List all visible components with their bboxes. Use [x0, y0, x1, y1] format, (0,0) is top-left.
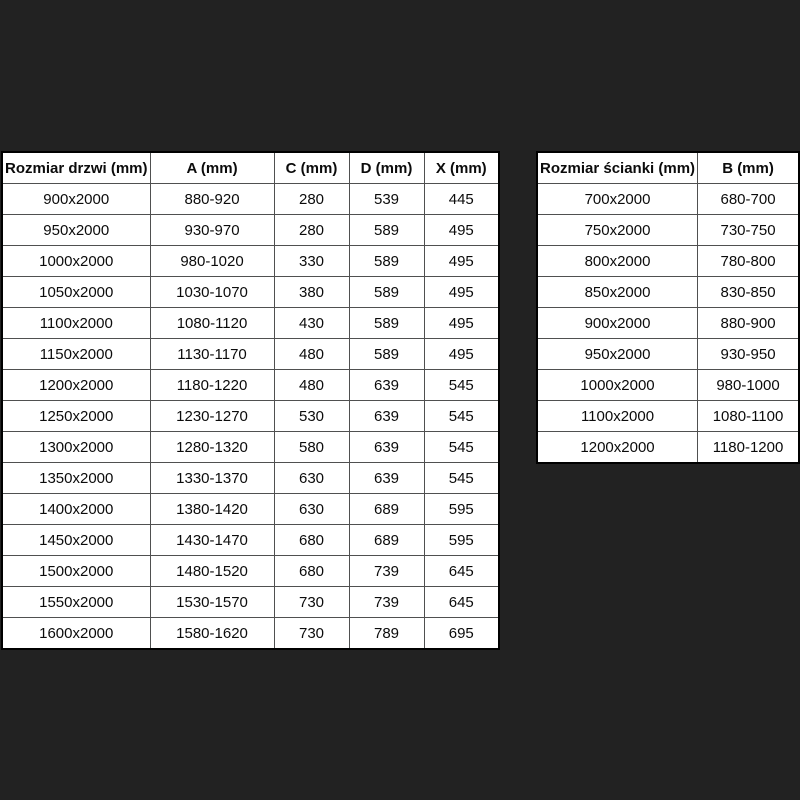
table-cell: 595: [424, 525, 499, 556]
table-cell: 1330-1370: [150, 463, 274, 494]
table-cell: 950x2000: [2, 215, 150, 246]
table-cell: 1030-1070: [150, 277, 274, 308]
door-size-table: [1, 151, 500, 650]
table-cell: 589: [349, 308, 424, 339]
table-row: [2, 277, 499, 308]
table-cell: 545: [424, 463, 499, 494]
table-cell: 950x2000: [537, 339, 698, 370]
table-cell: 1550x2000: [2, 587, 150, 618]
table-cell: 850x2000: [537, 277, 698, 308]
table-row: [2, 556, 499, 587]
table-row: [2, 308, 499, 339]
table-cell: 630: [274, 494, 349, 525]
table-cell: 1000x2000: [2, 246, 150, 277]
table-cell: 530: [274, 401, 349, 432]
table-cell: 480: [274, 370, 349, 401]
table-cell: 1050x2000: [2, 277, 150, 308]
table-row: [2, 463, 499, 494]
table-cell: 1100x2000: [2, 308, 150, 339]
table-cell: 1230-1270: [150, 401, 274, 432]
table-row: [2, 370, 499, 401]
table-cell: 1000x2000: [537, 370, 698, 401]
table-cell: 639: [349, 370, 424, 401]
table-row: [2, 525, 499, 556]
table-cell: 589: [349, 277, 424, 308]
table-cell: 1080-1120: [150, 308, 274, 339]
table-cell: 1180-1220: [150, 370, 274, 401]
table-cell: 689: [349, 525, 424, 556]
table-cell: 580: [274, 432, 349, 463]
table-cell: 1580-1620: [150, 618, 274, 650]
header-cell: B (mm): [698, 152, 799, 184]
table-cell: 1350x2000: [2, 463, 150, 494]
table-row: [537, 401, 799, 432]
table-cell: 639: [349, 432, 424, 463]
header-cell: X (mm): [424, 152, 499, 184]
table-cell: 789: [349, 618, 424, 650]
table-cell: 680: [274, 556, 349, 587]
header-cell: A (mm): [150, 152, 274, 184]
table-row: [537, 370, 799, 401]
table-row: [537, 308, 799, 339]
table-cell: 900x2000: [2, 184, 150, 215]
table-cell: 1400x2000: [2, 494, 150, 525]
table-cell: 689: [349, 494, 424, 525]
table-row: [537, 277, 799, 308]
table-row: [2, 215, 499, 246]
table-row: [2, 432, 499, 463]
table-cell: 1130-1170: [150, 339, 274, 370]
header-row: [2, 152, 499, 184]
table-cell: 980-1000: [698, 370, 799, 401]
table-cell: 880-920: [150, 184, 274, 215]
table-row: [2, 494, 499, 525]
table-row: [537, 184, 799, 215]
table-cell: 645: [424, 587, 499, 618]
table-cell: 980-1020: [150, 246, 274, 277]
table-cell: 639: [349, 401, 424, 432]
table-cell: 730: [274, 618, 349, 650]
table-cell: 800x2000: [537, 246, 698, 277]
table-cell: 645: [424, 556, 499, 587]
table-cell: 680-700: [698, 184, 799, 215]
table-cell: 639: [349, 463, 424, 494]
table-cell: 1280-1320: [150, 432, 274, 463]
table-cell: 1150x2000: [2, 339, 150, 370]
table-cell: 589: [349, 215, 424, 246]
table-cell: 380: [274, 277, 349, 308]
table-cell: 695: [424, 618, 499, 650]
table-cell: 750x2000: [537, 215, 698, 246]
header-cell: C (mm): [274, 152, 349, 184]
table-cell: 595: [424, 494, 499, 525]
table-cell: 545: [424, 401, 499, 432]
table-row: [2, 587, 499, 618]
table-cell: 539: [349, 184, 424, 215]
table-cell: 495: [424, 215, 499, 246]
table-row: [2, 339, 499, 370]
table-cell: 780-800: [698, 246, 799, 277]
table-cell: 1380-1420: [150, 494, 274, 525]
table-row: [2, 246, 499, 277]
table-cell: 830-850: [698, 277, 799, 308]
table-cell: 730-750: [698, 215, 799, 246]
table-cell: 1180-1200: [698, 432, 799, 464]
header-row: [537, 152, 799, 184]
table-cell: 330: [274, 246, 349, 277]
table-cell: 589: [349, 246, 424, 277]
table-cell: 1430-1470: [150, 525, 274, 556]
table-cell: 1600x2000: [2, 618, 150, 650]
header-cell: Rozmiar ścianki (mm): [537, 152, 698, 184]
table-cell: 445: [424, 184, 499, 215]
table-cell: 1500x2000: [2, 556, 150, 587]
table-row: [537, 215, 799, 246]
table-row: [2, 618, 499, 650]
table-cell: 430: [274, 308, 349, 339]
table-row: [537, 432, 799, 464]
table-cell: 1480-1520: [150, 556, 274, 587]
table-cell: 1250x2000: [2, 401, 150, 432]
table-cell: 280: [274, 215, 349, 246]
header-cell: D (mm): [349, 152, 424, 184]
table-cell: 930-950: [698, 339, 799, 370]
table-cell: 495: [424, 246, 499, 277]
table-cell: 630: [274, 463, 349, 494]
wall-size-table: [536, 151, 800, 464]
table-cell: 739: [349, 587, 424, 618]
table-cell: 930-970: [150, 215, 274, 246]
table-cell: 480: [274, 339, 349, 370]
table-cell: 680: [274, 525, 349, 556]
table-cell: 1200x2000: [537, 432, 698, 464]
table-cell: 589: [349, 339, 424, 370]
table-cell: 1530-1570: [150, 587, 274, 618]
table-row: [537, 246, 799, 277]
table-row: [2, 184, 499, 215]
table-cell: 1450x2000: [2, 525, 150, 556]
door-size-table: [1, 151, 500, 650]
table-cell: 495: [424, 339, 499, 370]
table-cell: 700x2000: [537, 184, 698, 215]
header-cell: Rozmiar drzwi (mm): [2, 152, 150, 184]
table-cell: 880-900: [698, 308, 799, 339]
table-row: [537, 339, 799, 370]
table-cell: 545: [424, 432, 499, 463]
table-cell: 495: [424, 308, 499, 339]
table-cell: 1080-1100: [698, 401, 799, 432]
table-cell: 1100x2000: [537, 401, 698, 432]
table-cell: 495: [424, 277, 499, 308]
table-cell: 730: [274, 587, 349, 618]
table-cell: 280: [274, 184, 349, 215]
table-cell: 1300x2000: [2, 432, 150, 463]
table-cell: 900x2000: [537, 308, 698, 339]
table-cell: 739: [349, 556, 424, 587]
table-cell: 1200x2000: [2, 370, 150, 401]
table-cell: 545: [424, 370, 499, 401]
table-row: [2, 401, 499, 432]
wall-size-table: [536, 151, 800, 464]
